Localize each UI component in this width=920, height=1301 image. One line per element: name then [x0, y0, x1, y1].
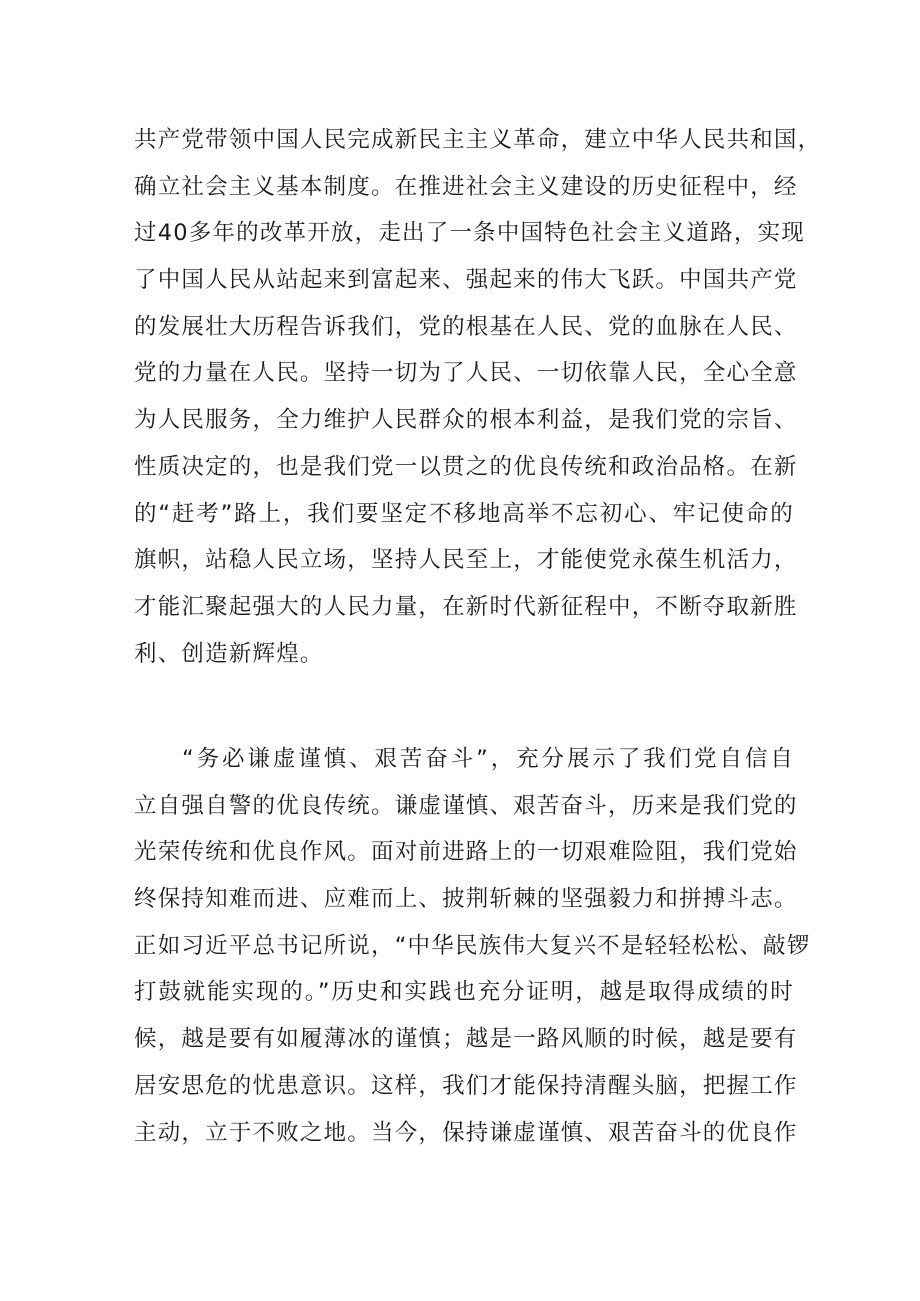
paragraph-1	[134, 117, 822, 677]
text-line: 的发展壮大历程告诉我们，党的根基在人民、党的血脉在人民、	[134, 313, 798, 340]
text-line: 候，越是要有如履薄冰的谨慎；越是一路风顺的时候，越是要有	[134, 1026, 798, 1053]
text-line: 过40多年的改革开放，走出了一条中国特色社会主义道路，实现	[134, 220, 805, 247]
text-line: 正如习近平总书记所说，“中华民族伟大复兴不是轻轻松松、敲锣	[134, 932, 811, 959]
text-line: “务必谦虚谨慎、艰苦奋斗”，充分展示了我们党自信自	[182, 746, 794, 772]
paragraph-2	[134, 736, 811, 1156]
text-line: 为人民服务，全力维护人民群众的根本利益，是我们党的宗旨、	[134, 407, 798, 434]
text-line: 立自强自警的优良传统。谦虚谨慎、艰苦奋斗，历来是我们党的	[134, 792, 798, 819]
text-line: 党的力量在人民。坚持一切为了人民、一切依靠人民，全心全意	[134, 360, 798, 387]
text-line: 的“赶考”路上，我们要坚定不移地高举不忘初心、牢记使命的	[134, 500, 794, 527]
text-line: 了中国人民从站起来到富起来、强起来的伟大飞跃。中国共产党	[134, 267, 798, 294]
text-line: 共产党带领中国人民完成新民主主义革命，建立中华人民共和国，	[134, 127, 822, 153]
text-line: 居安思危的忧患意识。这样，我们才能保持清醒头脑，把握工作	[134, 1072, 798, 1099]
text-line: 主动，立于不败之地。当今，保持谦虚谨慎、艰苦奋斗的优良作	[134, 1119, 798, 1146]
text-line: 确立社会主义基本制度。在推进社会主义建设的历史征程中，经	[134, 173, 798, 200]
text-line: 光荣传统和优良作风。面对前进路上的一切艰难险阻，我们党始	[134, 839, 798, 866]
text-line: 性质决定的，也是我们党一以贯之的优良传统和政治品格。在新	[134, 453, 798, 480]
text-line: 旗帜，站稳人民立场，坚持人民至上，才能使党永葆生机活力，	[134, 547, 798, 574]
text-line: 终保持知难而进、应难而上、披荆斩棘的坚强毅力和拼搏斗志。	[134, 886, 798, 913]
text-line: 打鼓就能实现的。”历史和实践也充分证明，越是取得成绩的时	[134, 979, 794, 1006]
text-line: 利、创造新辉煌。	[134, 640, 324, 667]
text-line: 才能汇聚起强大的人民力量，在新时代新征程中，不断夺取新胜	[134, 593, 798, 620]
